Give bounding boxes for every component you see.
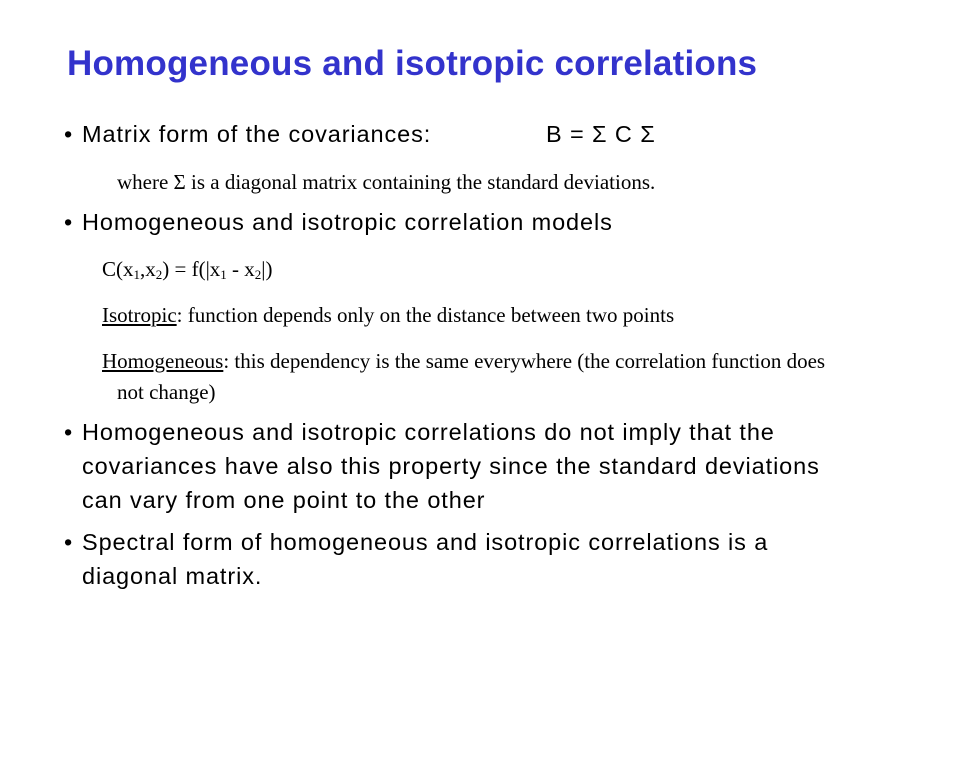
bullet-text-line1: Spectral form of homogeneous and isotropic correlations is a [82, 529, 769, 555]
bullet-text: Matrix form of the covariances: [82, 121, 432, 147]
isotropic-desc: : function depends only on the distance between two points [176, 303, 675, 327]
bullet-text-line2: diagonal matrix. [82, 563, 263, 589]
bullet-text-line1: Homogeneous and isotropic correlations do not imply that the [82, 419, 775, 445]
isotropic-term: Isotropic [102, 303, 177, 327]
bullet-covariance-property [64, 415, 820, 517]
bullet-text: Homogeneous and isotropic correlation models [82, 209, 613, 235]
bullet-text-line3: can vary from one point to the other [82, 487, 486, 513]
bullet-correlation-models [64, 205, 613, 239]
homogeneous-definition-cont: not change) [117, 380, 216, 404]
bullet-spectral-form [64, 525, 768, 593]
homogeneous-term: Homogeneous [102, 349, 224, 373]
bullet-text-line2: covariances have also this property since the standard deviations [82, 453, 820, 479]
bullet-dot: • [64, 121, 74, 147]
isotropic-definition [102, 300, 674, 331]
slide-title: Homogeneous and isotropic correlations [67, 44, 758, 83]
covariance-formula: B = Σ C Σ [546, 121, 656, 147]
homogeneous-desc: : this dependency is the same everywhere (the correlation function does [223, 349, 826, 373]
bullet-dot: • [64, 209, 74, 235]
correlation-function: $C(x_1,x_2) = f(|x_1 - x_2|)$ [102, 257, 273, 282]
bullet-dot: • [64, 419, 74, 445]
where-sigma-text: where Σ is a diagonal matrix containing the standard deviations. [117, 170, 656, 194]
homogeneous-definition [102, 346, 825, 377]
bullet-dot: • [64, 529, 74, 555]
bullet-matrix-form [64, 117, 431, 151]
